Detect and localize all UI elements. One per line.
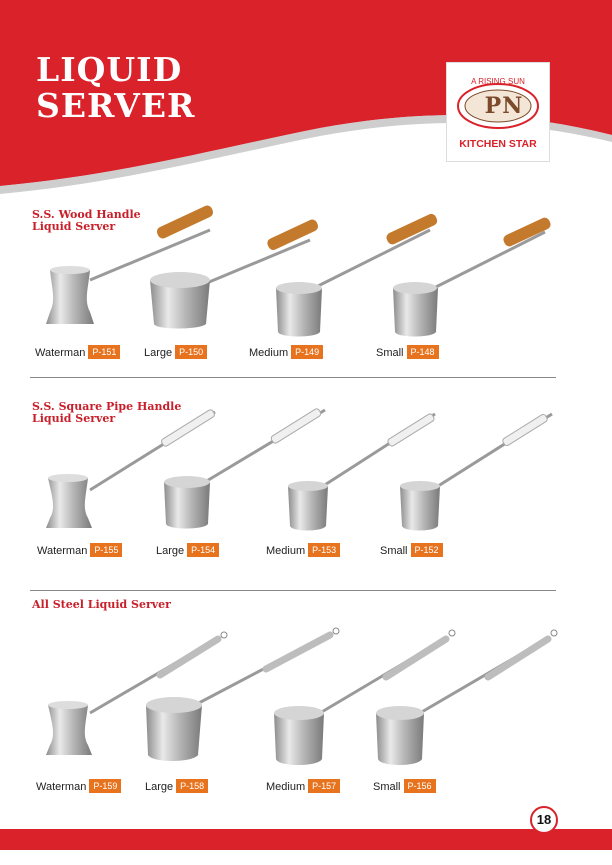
product-code: P-159 <box>89 779 121 793</box>
product-label <box>145 779 208 793</box>
product-name: Large <box>156 545 185 557</box>
product-name: Medium <box>266 781 306 793</box>
product-name: Waterman <box>37 545 88 557</box>
product-code: P-151 <box>88 345 120 359</box>
section-title-line: Liquid Server <box>32 220 116 233</box>
section-title-line: All Steel Liquid Server <box>32 598 171 611</box>
product-code: P-149 <box>291 345 323 359</box>
logo-mark: PN <box>484 93 524 119</box>
section-divider <box>30 590 556 591</box>
page-number: 18 <box>530 806 558 834</box>
product-code: P-150 <box>175 345 207 359</box>
section-title-line: S.S. Wood Handle <box>32 208 141 221</box>
product-code: P-152 <box>411 543 443 557</box>
title-line-2: SERVER <box>36 86 196 125</box>
product-label <box>266 543 340 557</box>
product-name: Medium <box>249 347 289 359</box>
ladle-small-image <box>400 413 552 530</box>
product-code: P-156 <box>404 779 436 793</box>
product-name: Small <box>380 545 408 557</box>
title-line-1: LIQUID <box>36 50 183 89</box>
product-name: Small <box>376 347 404 359</box>
product-label <box>156 543 219 557</box>
section-title-all-steel <box>32 599 232 611</box>
ladle-waterman-image <box>46 632 227 755</box>
product-code: P-158 <box>176 779 208 793</box>
product-label <box>144 345 207 359</box>
product-name: Small <box>373 781 401 793</box>
page-title <box>36 52 195 124</box>
product-code: P-154 <box>187 543 219 557</box>
logo-tagline-top: A RISING SUN <box>471 77 525 86</box>
wood-handle-ladles <box>40 200 560 340</box>
product-name: Medium <box>266 545 306 557</box>
product-label <box>266 779 340 793</box>
product-label <box>36 779 121 793</box>
product-label <box>249 345 323 359</box>
product-name: Large <box>144 347 173 359</box>
product-name: Waterman <box>36 781 87 793</box>
product-code: P-157 <box>308 779 340 793</box>
square-pipe-ladles <box>40 400 560 540</box>
product-label <box>37 543 122 557</box>
section-title-line: Liquid Server <box>32 412 116 425</box>
product-code: P-155 <box>90 543 122 557</box>
product-label <box>376 345 439 359</box>
product-code: P-148 <box>407 345 439 359</box>
all-steel-ladles <box>40 625 560 775</box>
product-name: Large <box>145 781 174 793</box>
footer-bar <box>0 829 612 850</box>
product-code: P-153 <box>308 543 340 557</box>
product-label <box>373 779 436 793</box>
product-name: Waterman <box>35 347 86 359</box>
ladle-small-image <box>376 630 557 765</box>
section-title-line: S.S. Square Pipe Handle <box>32 400 182 413</box>
product-label <box>35 345 120 359</box>
section-divider <box>30 377 556 378</box>
logo-tagline-bottom: KITCHEN STAR <box>459 138 537 150</box>
product-label <box>380 543 443 557</box>
ladle-small-image <box>393 216 552 337</box>
